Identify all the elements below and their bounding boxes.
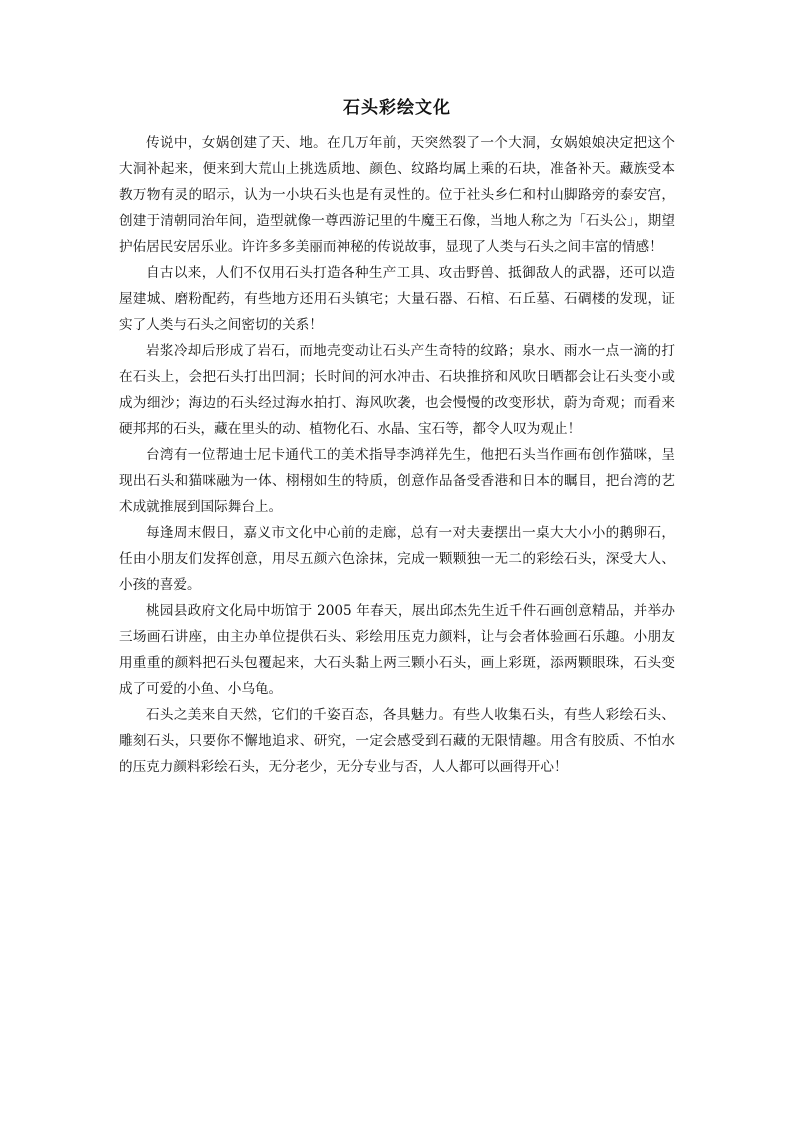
document-title: 石头彩绘文化	[343, 98, 451, 118]
paragraph-1: 传说中，女娲创建了天、地。在几万年前，天突然裂了一个大洞，女娲娘娘决定把这个大洞补起来，便来到大荒山上挑选质地、颜色、纹路均属上乘的石块，准备补天。藏族受本教万物有灵的昭示，认为一小块石头也是有灵性的。位于社头乡仁和村山脚路旁的泰安宫，创建于清朝同治年间，造型就像一尊西游记里的牛魔王石像，当地人称之为「石头公」，期望护佑居民安居乐业。许许多多美丽而神秘的传说故事，显现了人类与石头之间丰富的情感！	[119, 135, 675, 255]
paragraph-5: 每逢周末假日，嘉义市文化中心前的走廊，总有一对夫妻摆出一桌大大小小的鹅卵石，任由小朋友们发挥创意，用尽五颜六色涂抹，完成一颗颗独一无二的彩绘石头，深受大人、小孩的喜爱。	[119, 525, 675, 593]
paragraph-4: 台湾有一位帮迪士尼卡通代工的美术指导李鸿祥先生，他把石头当作画布创作猫咪，呈现出石头和猫咪融为一体、栩栩如生的特质，创意作品备受香港和日本的瞩目，把台湾的艺术成就推展到国际舞台上。	[119, 447, 675, 515]
document-page	[119, 96, 675, 780]
paragraph-3: 岩浆冷却后形成了岩石，而地壳变动让石头产生奇特的纹路；泉水、雨水一点一滴的打在石头上，会把石头打出凹洞；长时间的河水冲击、石块推挤和风吹日晒都会让石头变小或成为细沙；海边的石头经过海水拍打、海风吹袭，也会慢慢的改变形状，蔚为奇观；而看来硬邦邦的石头，藏在里头的动、植物化石、水晶、宝石等，都令人叹为观止！	[119, 343, 675, 437]
paragraph-7: 石头之美来自天然，它们的千姿百态，各具魅力。有些人收集石头，有些人彩绘石头、雕刻石头，只要你不懈地追求、研究，一定会感受到石藏的无限情趣。用含有胶质、不怕水的压克力颜料彩绘石头，无分老少，无分专业与否，人人都可以画得开心！	[119, 707, 675, 775]
paragraph-2: 自古以来，人们不仅用石头打造各种生产工具、攻击野兽、抵御敌人的武器，还可以造屋建城、磨粉配药，有些地方还用石头镇宅；大量石器、石棺、石丘墓、石碉楼的发现，证实了人类与石头之间密切的关系！	[119, 265, 675, 333]
paragraph-6: 桃园县政府文化局中坜馆于 2005 年春天，展出邱杰先生近千件石画创意精品，并举办三场画石讲座，由主办单位提供石头、彩绘用压克力颜料，让与会者体验画石乐趣。小朋友用重重的颜料把石头包覆起来，大石头黏上两三颗小石头，画上彩斑，添两颗眼珠，石头变成了可爱的小鱼、小乌龟。	[119, 603, 675, 697]
document-body	[119, 130, 675, 780]
